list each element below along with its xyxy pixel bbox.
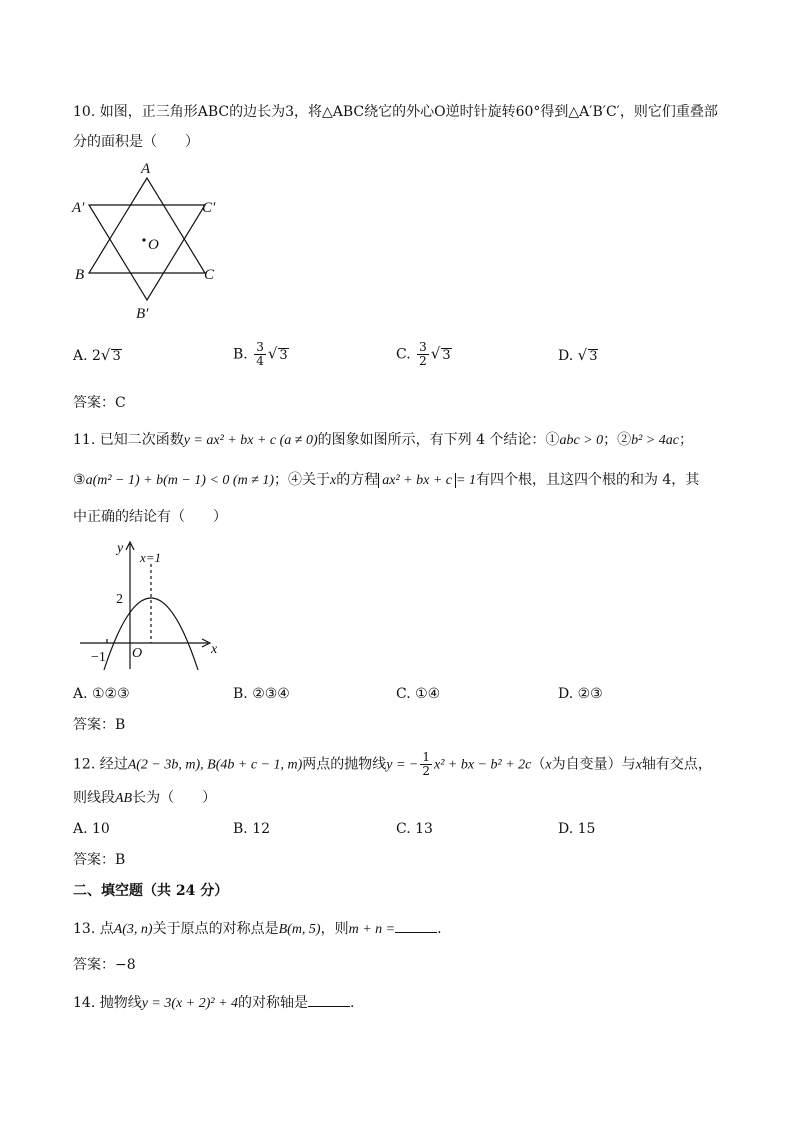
q11-line2: ③a(m² − 1) + b(m − 1) < 0 (m ≠ 1)；④关于x的方程 ax² + bx + c = 1有四个根，且这四个根的和为 4，其 <box>73 472 700 488</box>
q11-line1: 11. 已知二次函数y = ax² + bx + c (a ≠ 0)的图象如图所示，有下列 4 个结论：①abc > 0；②b² > 4ac； <box>73 432 693 448</box>
axis-label: x=1 <box>140 550 162 565</box>
label-C: C <box>204 267 215 283</box>
triangle-abc-prime <box>89 205 205 300</box>
label-O: O <box>148 237 159 253</box>
q12-line1: 12. 经过A(2 − 3b, m), B(4b + c − 1, m)两点的抛物线y = − $\frac{1}{2}$ x² + bx − b² + 2c（x为自变量）与x轴有交点， <box>73 750 712 778</box>
q10-option-c: C. $\frac{3}{2}$ √ 3 <box>396 340 451 368</box>
q12-answer: 答案：B <box>73 852 126 868</box>
y-label: y <box>117 541 124 556</box>
q11-line3: 中正确的结论有（ ） <box>73 509 227 525</box>
q11-option-b: B. ②③④ <box>233 686 290 702</box>
q12-line2: 则线段AB长为（ ） <box>73 790 217 806</box>
q13-line: 13. 点A(3, n)关于原点的对称点是B(m, 5)，则m + n = . <box>73 918 442 940</box>
section-title-fill-in: 二、填空题（共 24 分） <box>73 883 229 899</box>
q12-option-b: B. 12 <box>233 821 271 837</box>
q11-option-d: D. ②③ <box>558 686 603 702</box>
q10-line1: 10. 如图，正三角形ABC的边长为3，将△ABC绕它的外心O逆时针旋转60°得到△A′B′C′，则它们重叠部 <box>73 104 718 120</box>
q10-answer: 答案：C <box>73 395 126 411</box>
q11-option-c: C. ①④ <box>396 686 441 702</box>
q13-answer: 答案：−8 <box>73 957 136 973</box>
q12-option-d: D. 15 <box>558 821 596 837</box>
x-label: x <box>211 642 218 657</box>
q10-option-d: D. √ 3 <box>558 346 598 364</box>
q12-option-c: C. 13 <box>396 821 433 837</box>
triangle-abc <box>89 178 205 273</box>
q10-option-b: B. $\frac{3}{4}$ √ 3 <box>233 340 288 368</box>
hexagram-figure <box>64 158 234 326</box>
y-intercept-label: 2 <box>116 592 123 607</box>
label-A: A <box>141 161 151 177</box>
label-C-prime: C′ <box>202 200 216 216</box>
origin-label: O <box>132 646 143 661</box>
q11-answer: 答案：B <box>73 717 126 733</box>
circumcenter-dot <box>142 238 145 241</box>
label-A-prime: A′ <box>72 200 85 216</box>
label-B-prime: B′ <box>136 306 149 322</box>
neg1-label: −1 <box>91 650 106 665</box>
q12-option-a: A. 10 <box>73 821 110 837</box>
q11-option-a: A. ①②③ <box>73 686 130 702</box>
q10-line2: 分的面积是（ ） <box>73 134 199 150</box>
parabola-graph <box>78 536 228 672</box>
q14-line: 14. 抛物线y = 3(x + 2)² + 4的对称轴是 . <box>73 992 354 1014</box>
q10-option-a: A. 2√ 3 <box>73 346 121 364</box>
label-B: B <box>75 267 85 283</box>
q13-blank[interactable] <box>395 918 437 933</box>
q14-blank[interactable] <box>308 992 350 1007</box>
